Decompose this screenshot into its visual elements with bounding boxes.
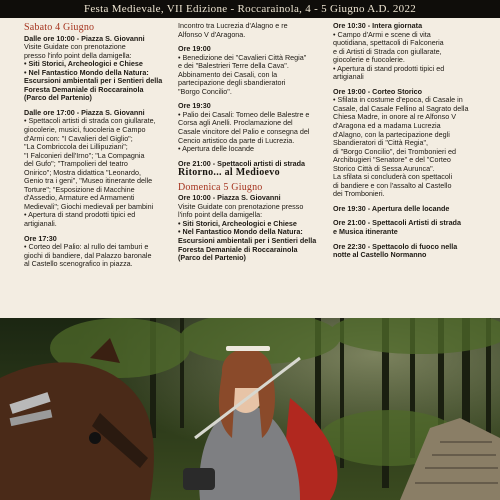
- block-title: Ore 21:00 - Spettacoli Artisti di strada: [333, 218, 461, 228]
- column-sunday-evening: [333, 22, 485, 266]
- block-line: • Benedizione dei "Cavalieri Città Regia": [178, 52, 307, 62]
- schedule-block: [178, 102, 320, 153]
- schedule-block: [333, 22, 485, 82]
- block-line: • Apertura di stand prodotti tipici ed: [333, 63, 445, 73]
- schedule-block: [178, 194, 320, 262]
- block-line: • Corteo del Palio: al rullo dei tamburi e: [24, 242, 149, 252]
- block-line: • Nel Fantastico Mondo della Natura:: [178, 227, 303, 237]
- block-line: giocolerie, musici, fuocoleria e Campo: [24, 125, 146, 135]
- block-line: "Borgo Concilio".: [178, 86, 232, 96]
- block-line: presso l'info point della damigella:: [24, 50, 132, 60]
- block-line: Visite Guidate con prenotazione presso: [178, 201, 304, 211]
- block-line: Cencio artistico da parte di Lucrezia.: [178, 135, 295, 145]
- block-line: • Nel Fantastico Mondo della Natura:: [24, 67, 149, 77]
- block-line: del Gufo"; "Trampolieri del teatro: [24, 159, 128, 169]
- block-line: Archibugieri "Senatore" e del "Corteo: [333, 155, 451, 165]
- block-line: Storico Città di Sessa Aurunca".: [333, 163, 435, 173]
- block-line: Escursioni ambientali per i Sentieri della: [178, 236, 317, 246]
- column-middle: [178, 22, 320, 269]
- block-title: Ore 10:30 - Intera giornata: [333, 21, 423, 30]
- schedule-block: [178, 22, 320, 39]
- block-line: artigianali.: [24, 219, 57, 229]
- block-title: Ore 10:00 - Piazza S. Giovanni: [178, 193, 281, 203]
- block-line: al Castello scenografico in piazza.: [24, 259, 133, 269]
- block-title: Ore 19:30: [178, 101, 211, 111]
- block-line: • Spettacoli artisti di strada con giullarate,: [24, 116, 156, 126]
- block-line: Casale vincitore del Palio e consegna del: [178, 127, 310, 137]
- schedule-block: [333, 219, 485, 236]
- day-heading-saturday: Sabato 4 Giugno: [24, 22, 95, 33]
- block-line: di "Borgo Concilio", dei Trombonieri ed: [333, 146, 456, 156]
- schedule-block: [333, 205, 485, 214]
- block-title: Ore 19:30 - Apertura delle locande: [333, 203, 450, 213]
- block-title: Ore 19:00: [178, 44, 211, 54]
- block-line: • Apertura delle locande: [178, 144, 255, 154]
- block-title: Ore 21:00 - Spettacoli artisti di strada: [178, 158, 306, 168]
- block-line: Escursioni ambientali per i Sentieri della: [24, 76, 163, 86]
- block-line: Corsa agli Anelli. Proclamazione del: [178, 118, 293, 128]
- block-line: La sfilata si concluderà con spettacoli: [333, 172, 453, 182]
- block-line: • Campo d'Armi e scene di vita: [333, 29, 431, 39]
- block-title: Ore 22:30 - Spettacolo di fuoco nella: [333, 241, 458, 251]
- forest-scene-illustration: [0, 318, 500, 500]
- block-line: • Siti Storici, Archeologici e Chiese: [24, 59, 143, 69]
- block-line: artigianali: [333, 72, 364, 82]
- block-line: d'Aragona ed a madama Lucrezia: [333, 121, 441, 131]
- block-line: Foresta Demaniale di Roccarainola: [24, 84, 144, 94]
- medieval-maiden-photo: [0, 318, 500, 500]
- event-header: Festa Medievale, VII Edizione - Roccarainola, 4 - 5 Giugno A.D. 2022: [0, 0, 500, 18]
- schedule-block: [333, 88, 485, 199]
- block-line: e dei "Balestrieri Terre della Cava".: [178, 61, 289, 71]
- schedule-block: [24, 35, 170, 103]
- block-line: Genio tra i geni", "Museo itinerante delle: [24, 176, 153, 186]
- block-line: Chiesa Madre, in onore al re Alfonso V: [333, 112, 457, 122]
- block-line: d'Alagno, con la partecipazione degli: [333, 129, 450, 139]
- block-line: l'info point della damigella:: [178, 210, 263, 220]
- schedule-block: [24, 235, 170, 269]
- block-line: partecipazione degli sbandieratori: [178, 78, 286, 88]
- block-line: di bandiere e con l'assalto al Castello: [333, 180, 452, 190]
- block-line: e di Artisti di Strada con giullarate,: [333, 46, 442, 56]
- block-line: • Siti Storici, Archeologici e Chiese: [178, 218, 297, 228]
- block-line: (Parco del Partenio): [178, 253, 246, 263]
- block-line: Foresta Demaniale di Roccarainola: [178, 244, 298, 254]
- block-line: d'Assedio, Armature ed Armamenti: [24, 193, 135, 203]
- block-title: Ore 19:00 - Corteo Storico: [333, 86, 423, 96]
- block-line: quotidiana, spettacoli di Falconeria: [333, 38, 444, 48]
- block-line: Sbandieratori di "Città Regia",: [333, 138, 428, 148]
- day-heading-sunday: Domenica 5 Giugno: [178, 181, 263, 193]
- block-title: Dalle ore 17:00 - Piazza S. Giovanni: [24, 107, 145, 117]
- block-line: Visite Guidate con prenotazione: [24, 42, 126, 52]
- column-saturday: [24, 22, 170, 275]
- block-line: dei Trombonieri.: [333, 189, 385, 199]
- block-title: Dalle ore 10:00 - Piazza S. Giovanni: [24, 33, 145, 43]
- block-line: Abbinamento dei Casali, con la: [178, 69, 278, 79]
- block-line: "I Falconieri dell'Irno"; "La Compagnia: [24, 150, 145, 160]
- block-line: e Musica itinerante: [333, 227, 398, 237]
- block-line: "La Combriccola dei Lillipuziani";: [24, 142, 128, 152]
- block-line: Casale, dal Casale Fellino al Sagrato della: [333, 103, 469, 113]
- block-line: Medievali"; Giochi medievali per bambini: [24, 201, 154, 211]
- block-line: • Sfilata in costume d'epoca, di Casale in: [333, 95, 463, 105]
- block-title: Ore 17:30: [24, 233, 57, 243]
- ritorno-tagline: Ritorno... al Medioevo: [178, 167, 280, 179]
- schedule-block: [178, 45, 320, 96]
- block-line: • Apertura di stand prodotti tipici ed: [24, 210, 136, 220]
- schedule-block: [333, 243, 485, 260]
- block-line: d'Armi con: "I Cavalieri del Giglio";: [24, 133, 133, 143]
- block-line: giochi di bandiere, dal Palazzo baronale: [24, 250, 152, 260]
- schedule-block: [24, 109, 170, 229]
- block-line: Torture"; "Esposizione di Macchine: [24, 184, 135, 194]
- block-line: Incontro tra Lucrezia d'Alagno e re: [178, 21, 288, 30]
- block-line: Alfonso V d'Aragona.: [178, 29, 246, 39]
- block-line: notte al Castello Normanno: [333, 250, 427, 260]
- block-line: giocolerie e fuocolerie.: [333, 55, 405, 65]
- block-line: (Parco del Partenio): [24, 93, 92, 103]
- block-line: • Palio dei Casali: Torneo delle Balestre e: [178, 109, 310, 119]
- block-line: Onirico"; Mostra didattica "Leonardo,: [24, 167, 141, 177]
